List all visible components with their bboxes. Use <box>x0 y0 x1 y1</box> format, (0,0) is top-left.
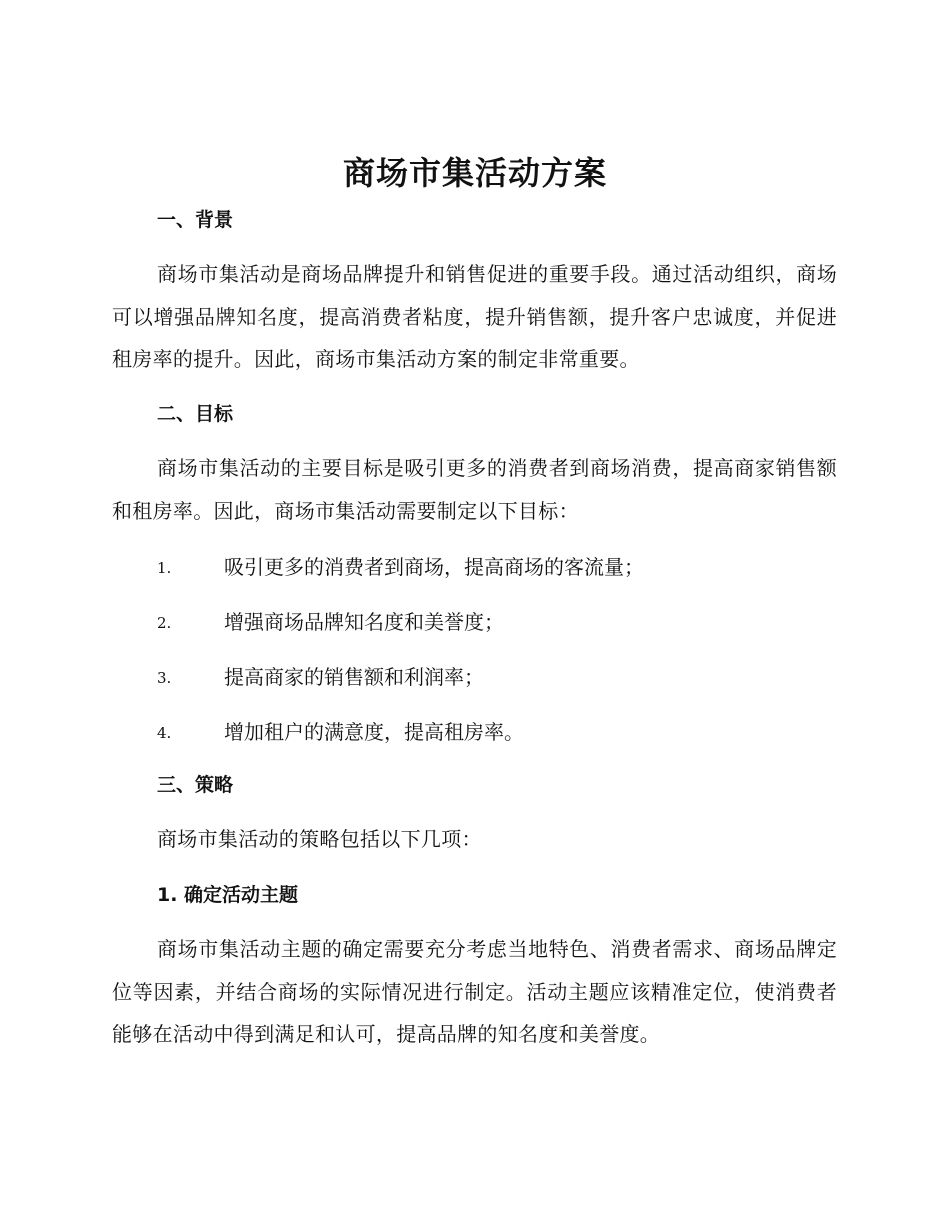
section-heading-strategy: 三、策略 <box>157 774 234 796</box>
paragraph-theme: 商场市集活动主题的确定需要充分考虑当地特色、消费者需求、商场品牌定位等因素，并结合商场的实际情况进行制定。活动主题应该精准定位，使消费者能够在活动中得到满足和认可，提高品牌的知名度和美誉度。 <box>112 937 837 1046</box>
list-item-number: 4. <box>157 724 172 742</box>
document-title: 商场市集活动方案 <box>342 154 607 192</box>
list-item-text: 提高商家的销售额和利润率； <box>224 665 484 689</box>
list-item <box>157 603 837 643</box>
list-item-text: 吸引更多的消费者到商场，提高商场的客流量； <box>224 555 644 579</box>
list-item <box>157 548 837 588</box>
list-item-text: 增加租户的满意度，提高租房率。 <box>224 720 524 744</box>
list-item-number: 3. <box>157 669 172 687</box>
section-heading-goals: 二、目标 <box>157 403 234 425</box>
paragraph-goals: 商场市集活动的主要目标是吸引更多的消费者到商场消费，提高商家销售额和租房率。因此，商场市集活动需要制定以下目标： <box>112 456 837 523</box>
section-heading-background: 一、背景 <box>157 209 234 231</box>
paragraph-background: 商场市集活动是商场品牌提升和销售促进的重要手段。通过活动组织，商场可以增强品牌知名度，提高消费者粘度，提升销售额，提升客户忠诚度，并促进租房率的提升。因此，商场市集活动方案的制定非常重要。 <box>112 262 837 371</box>
subheading-theme: 1. 确定活动主题 <box>157 884 299 906</box>
list-item-number: 2. <box>157 614 172 632</box>
list-item-number: 1. <box>157 559 172 577</box>
list-item <box>157 658 837 698</box>
list-item-text: 增强商场品牌知名度和美誉度； <box>224 610 504 634</box>
paragraph-strategy: 商场市集活动的策略包括以下几项： <box>157 827 482 851</box>
list-item <box>157 713 837 753</box>
